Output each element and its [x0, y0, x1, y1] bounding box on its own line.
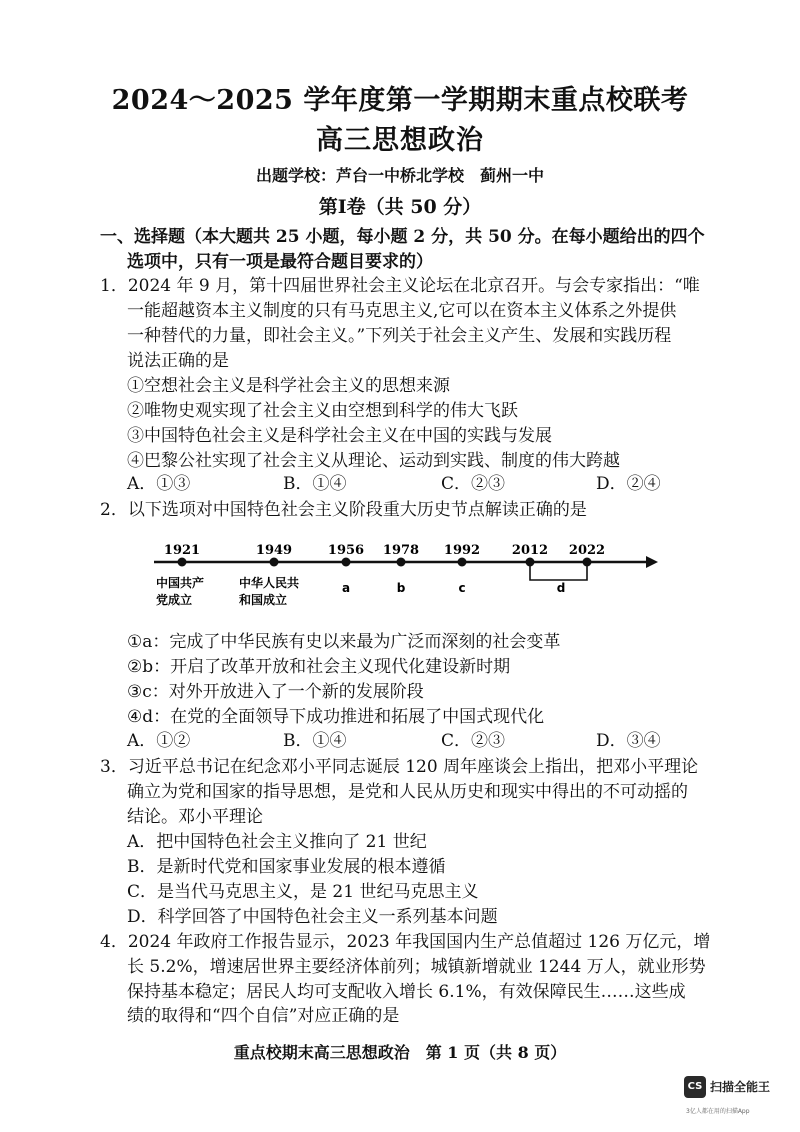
timeline-dot-1978 [397, 558, 406, 567]
q1-statement-2: ②唯物史观实现了社会主义由空想到科学的伟大飞跃 [127, 401, 518, 421]
q3-line-1: 3．习近平总书记在纪念邓小平同志诞辰 120 周年座谈会上指出，把邓小平理论 [100, 757, 699, 777]
q4-line-4: 绩的取得和“四个自信”对应正确的是 [127, 1006, 400, 1026]
timeline-dot-1992 [458, 558, 467, 567]
exam-subject: 高三思想政治 [316, 125, 484, 156]
q3-line-3: 结论。邓小平理论 [127, 807, 263, 827]
q1-statement-1: ①空想社会主义是科学社会主义的思想来源 [127, 376, 450, 396]
timeline-year-1949: 1949 [255, 543, 293, 558]
q4-line-2: 长 5.2%，增速居世界主要经济体前列；城镇新增就业 1244 万人，就业形势 [127, 957, 706, 977]
q1-line-4: 说法正确的是 [127, 351, 229, 371]
timeline-label-1949-a: 中华人民共 [239, 576, 300, 590]
volume-heading: 第Ⅰ卷（共 50 分） [318, 196, 482, 218]
q4-line-1: 4．2024 年政府工作报告显示，2023 年我国国内生产总值超过 126 万亿元，增 [100, 932, 711, 952]
q1-line-1: 1．2024 年 9 月，第十四届世界社会主义论坛在北京召开。与会专家指出：“唯 [100, 276, 700, 296]
timeline-label-b: b [396, 581, 406, 595]
timeline-year-1992: 1992 [443, 543, 481, 558]
timeline-label-a: a [341, 581, 351, 595]
q2-option-a: A．①② [127, 731, 191, 751]
timeline-label-1949-b: 和国成立 [239, 593, 288, 607]
exam-title: 2024～2025 学年度第一学期期末重点校联考 [111, 85, 689, 116]
timeline-bracket-d [530, 566, 587, 580]
timeline-year-1921: 1921 [163, 543, 201, 558]
q2-option-d: D．③④ [596, 731, 661, 751]
camscanner-logo-icon: CS [684, 1076, 706, 1098]
q1-option-c: C．②③ [441, 474, 506, 494]
timeline-dot-2022 [583, 558, 592, 567]
q4-line-3: 保持基本稳定；居民人均可支配收入增长 6.1%，有效保障民生……这些成 [127, 982, 686, 1002]
q1-line-3: 一种替代的力量，即社会主义。”下列关于社会主义产生、发展和实践历程 [127, 326, 672, 346]
timeline-label-d: d [556, 581, 566, 595]
q2-statement-2: ②b：开启了改革开放和社会主义现代化建设新时期 [127, 657, 511, 677]
q2-statement-3: ③c：对外开放进入了一个新的发展阶段 [127, 682, 424, 702]
watermark-tagline: 3亿人都在用的扫描App [686, 1108, 750, 1115]
q1-option-d: D．②④ [596, 474, 661, 494]
q2-option-b: B．①④ [283, 731, 347, 751]
page-footer: 重点校期末高三思想政治 第 1 页（共 8 页） [233, 1043, 567, 1062]
section-heading-line2: 选项中，只有一项是最符合题目要求的） [127, 252, 433, 272]
timeline-year-1978: 1978 [382, 543, 420, 558]
q3-option-a: A．把中国特色社会主义推向了 21 世纪 [127, 832, 427, 852]
q2-statement-1: ①a：完成了中华民族有史以来最为广泛而深刻的社会变革 [127, 632, 561, 652]
timeline-year-2022: 2022 [568, 543, 606, 558]
section-heading-line1: 一、选择题（本大题共 25 小题，每小题 2 分，共 50 分。在每小题给出的四个 [100, 227, 705, 247]
timeline-label-c: c [458, 581, 466, 595]
watermark-app-name: 扫描全能王 [710, 1080, 771, 1094]
q3-option-d: D．科学回答了中国特色社会主义一系列基本问题 [127, 907, 498, 927]
q2-statement-4: ④d：在党的全面领导下成功推进和拓展了中国式现代化 [127, 707, 545, 727]
q3-line-2: 确立为党和国家的指导思想，是党和人民从历史和现实中得出的不可动摇的 [127, 782, 688, 802]
timeline-dot-1956 [342, 558, 351, 567]
q1-statement-3: ③中国特色社会主义是科学社会主义在中国的实践与发展 [127, 426, 552, 446]
q1-statement-4: ④巴黎公社实现了社会主义从理论、运动到实践、制度的伟大跨越 [127, 451, 620, 471]
history-timeline [140, 536, 660, 616]
q3-option-b: B．是新时代党和国家事业发展的根本遵循 [127, 857, 446, 877]
timeline-dot-1921 [178, 558, 187, 567]
timeline-label-1921-b: 党成立 [156, 593, 193, 607]
q3-option-c: C．是当代马克思主义，是 21 世纪马克思主义 [127, 882, 479, 902]
timeline-year-2012: 2012 [511, 543, 549, 558]
q2-option-c: C．②③ [441, 731, 506, 751]
timeline-dot-2012 [526, 558, 535, 567]
q2-stem: 2．以下选项对中国特色社会主义阶段重大历史节点解读正确的是 [100, 500, 587, 520]
timeline-year-1956: 1956 [327, 543, 365, 558]
q1-option-a: A．①③ [127, 474, 191, 494]
exam-schools: 出题学校：芦台一中桥北学校 蓟州一中 [255, 166, 544, 185]
scanner-watermark [684, 1076, 794, 1124]
q1-option-b: B．①④ [283, 474, 347, 494]
q1-line-2: 一能超越资本主义制度的只有马克思主义,它可以在资本主义体系之外提供 [127, 301, 677, 321]
timeline-dot-1949 [270, 558, 279, 567]
timeline-arrow-icon [646, 556, 658, 568]
timeline-label-1921-a: 中国共产 [156, 576, 205, 590]
